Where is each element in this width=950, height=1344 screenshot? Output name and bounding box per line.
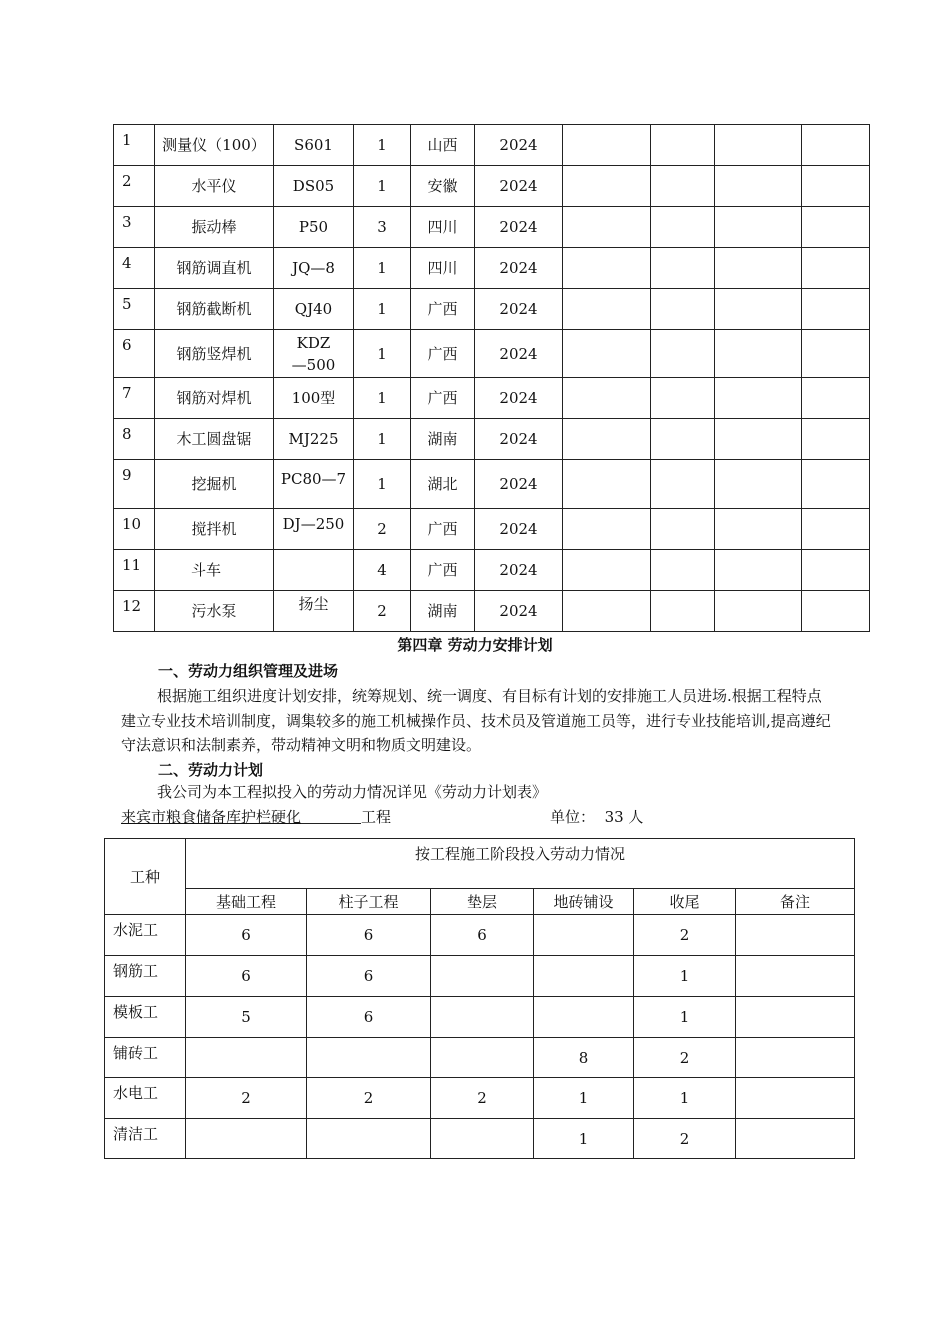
- empty-cell: [563, 460, 651, 509]
- empty-cell: [715, 591, 802, 632]
- project-suffix: 工程: [361, 808, 392, 826]
- empty-cell: [563, 550, 651, 591]
- stage-header: 基础工程: [186, 889, 307, 915]
- stage-group-header: 按工程施工阶段投入劳动力情况: [186, 839, 855, 889]
- labour-count: [534, 956, 634, 997]
- labour-count: [534, 997, 634, 1038]
- empty-cell: [802, 125, 870, 166]
- unit-line: [550, 806, 643, 827]
- labour-count: 1: [534, 1119, 634, 1159]
- underline-blank: [301, 808, 361, 824]
- empty-cell: [802, 591, 870, 632]
- labour-note: [736, 1119, 855, 1159]
- section-paragraph: 根据施工组织进度计划安排，统筹规划、统一调度、有目标有计划的安排施工人员进场.根据工程特点建立专业技术培训制度，调集较多的施工机械操作员、技术员及管道施工员等，进行专业技能培训,提高遵纪守法意识和法制素养，带动精神文明和物质文明建设。: [121, 687, 831, 754]
- equipment-year: 2024: [475, 419, 563, 460]
- equipment-model: 扬尘: [274, 591, 354, 632]
- empty-cell: [651, 248, 715, 289]
- equipment-name: 振动棒: [155, 207, 274, 248]
- labour-note: [736, 956, 855, 997]
- labour-note: [736, 997, 855, 1038]
- stage-header: 收尾: [634, 889, 736, 915]
- table-row: [114, 289, 870, 330]
- labour-count: 1: [534, 1078, 634, 1119]
- trade-name: 模板工: [105, 997, 186, 1038]
- labour-count: [307, 1038, 431, 1078]
- trade-name: 清洁工: [105, 1119, 186, 1159]
- empty-cell: [563, 166, 651, 207]
- equipment-model: [274, 550, 354, 591]
- labour-count: 2: [634, 1119, 736, 1159]
- table-row: [105, 1038, 855, 1078]
- table-row: [114, 460, 870, 509]
- empty-cell: [802, 166, 870, 207]
- labour-count: [186, 1119, 307, 1159]
- labour-count: 6: [431, 915, 534, 956]
- equipment-origin: 广西: [411, 330, 475, 378]
- row-number: 9: [114, 460, 155, 509]
- equipment-qty: 2: [354, 509, 411, 550]
- empty-cell: [651, 330, 715, 378]
- equipment-origin: 广西: [411, 550, 475, 591]
- equipment-model: 100型: [274, 378, 354, 419]
- equipment-name: 测量仪（100）: [155, 125, 274, 166]
- equipment-origin: 山西: [411, 125, 475, 166]
- table-row: [114, 207, 870, 248]
- empty-cell: [715, 207, 802, 248]
- table-row: [114, 125, 870, 166]
- equipment-year: 2024: [475, 248, 563, 289]
- empty-cell: [715, 378, 802, 419]
- table-row: [114, 248, 870, 289]
- empty-cell: [651, 289, 715, 330]
- empty-cell: [715, 289, 802, 330]
- empty-cell: [563, 419, 651, 460]
- project-name: 来宾市粮食储备库护栏硬化: [121, 808, 302, 826]
- row-number: 1: [114, 125, 155, 166]
- row-number: 8: [114, 419, 155, 460]
- equipment-model: P50: [274, 207, 354, 248]
- equipment-name: 木工圆盘锯: [155, 419, 274, 460]
- stage-header: 垫层: [431, 889, 534, 915]
- equipment-name: 斗车: [155, 550, 274, 591]
- table-row: [114, 166, 870, 207]
- empty-cell: [563, 330, 651, 378]
- row-number: 10: [114, 509, 155, 550]
- labour-count: [186, 1038, 307, 1078]
- equipment-qty: 1: [354, 378, 411, 419]
- stage-header: 备注: [736, 889, 855, 915]
- empty-cell: [651, 460, 715, 509]
- row-number: 4: [114, 248, 155, 289]
- labour-count: 2: [431, 1078, 534, 1119]
- equipment-year: 2024: [475, 289, 563, 330]
- empty-cell: [715, 248, 802, 289]
- empty-cell: [715, 166, 802, 207]
- labour-count: 1: [634, 956, 736, 997]
- table-row: [114, 591, 870, 632]
- empty-cell: [802, 419, 870, 460]
- equipment-model: DS05: [274, 166, 354, 207]
- equipment-name: 挖掘机: [155, 460, 274, 509]
- equipment-origin: 湖北: [411, 460, 475, 509]
- empty-cell: [715, 460, 802, 509]
- labour-note: [736, 915, 855, 956]
- labour-count: [431, 997, 534, 1038]
- row-number: 6: [114, 330, 155, 378]
- labour-note: [736, 1038, 855, 1078]
- equipment-table: [113, 124, 870, 632]
- equipment-qty: 1: [354, 125, 411, 166]
- equipment-model: JQ—8: [274, 248, 354, 289]
- plan-intro-text: 我公司为本工程拟投入的劳动力情况详见《劳动力计划表》: [157, 783, 548, 801]
- empty-cell: [802, 378, 870, 419]
- equipment-model: PC80—7: [274, 460, 354, 509]
- empty-cell: [715, 550, 802, 591]
- section-heading: 一、劳动力组织管理及进场: [158, 662, 339, 680]
- header-row: [105, 839, 855, 889]
- empty-cell: [715, 125, 802, 166]
- equipment-qty: 3: [354, 207, 411, 248]
- equipment-name: 钢筋对焊机: [155, 378, 274, 419]
- table-row: [105, 997, 855, 1038]
- stage-header: 柱子工程: [307, 889, 431, 915]
- empty-cell: [651, 207, 715, 248]
- equipment-qty: 1: [354, 330, 411, 378]
- table-row: [105, 1078, 855, 1119]
- equipment-model: MJ225: [274, 419, 354, 460]
- labour-count: 2: [186, 1078, 307, 1119]
- equipment-qty: 1: [354, 419, 411, 460]
- table-row: [105, 1119, 855, 1159]
- labour-count: 5: [186, 997, 307, 1038]
- empty-cell: [651, 419, 715, 460]
- empty-cell: [802, 509, 870, 550]
- equipment-year: 2024: [475, 509, 563, 550]
- stage-header-row: [105, 889, 855, 915]
- equipment-origin: 广西: [411, 289, 475, 330]
- labour-count: [431, 956, 534, 997]
- empty-cell: [563, 248, 651, 289]
- equipment-year: 2024: [475, 460, 563, 509]
- equipment-qty: 1: [354, 248, 411, 289]
- equipment-qty: 2: [354, 591, 411, 632]
- empty-cell: [802, 207, 870, 248]
- empty-cell: [715, 419, 802, 460]
- empty-cell: [651, 591, 715, 632]
- equipment-qty: 1: [354, 460, 411, 509]
- empty-cell: [563, 125, 651, 166]
- row-number: 7: [114, 378, 155, 419]
- table-row: [114, 509, 870, 550]
- equipment-year: 2024: [475, 207, 563, 248]
- row-number: 3: [114, 207, 155, 248]
- table-row: [105, 915, 855, 956]
- equipment-model: QJ40: [274, 289, 354, 330]
- labour-count: [534, 915, 634, 956]
- equipment-year: 2024: [475, 591, 563, 632]
- labour-count: 1: [634, 1078, 736, 1119]
- project-line: [121, 806, 391, 827]
- equipment-qty: 4: [354, 550, 411, 591]
- labour-plan-table: [104, 838, 855, 1159]
- equipment-qty: 1: [354, 166, 411, 207]
- equipment-origin: 广西: [411, 509, 475, 550]
- equipment-name: 钢筋调直机: [155, 248, 274, 289]
- empty-cell: [651, 550, 715, 591]
- trade-name: 水电工: [105, 1078, 186, 1119]
- row-number: 2: [114, 166, 155, 207]
- labour-count: 6: [307, 997, 431, 1038]
- empty-cell: [563, 207, 651, 248]
- table-row: [114, 378, 870, 419]
- labour-count: 6: [186, 915, 307, 956]
- empty-cell: [715, 330, 802, 378]
- equipment-name: 水平仪: [155, 166, 274, 207]
- stage-header: 地砖铺设: [534, 889, 634, 915]
- trade-name: 铺砖工: [105, 1038, 186, 1078]
- equipment-model: DJ—250: [274, 509, 354, 550]
- labour-count: 6: [307, 915, 431, 956]
- equipment-origin: 广西: [411, 378, 475, 419]
- empty-cell: [563, 289, 651, 330]
- equipment-origin: 四川: [411, 248, 475, 289]
- labour-count: 2: [634, 1038, 736, 1078]
- equipment-qty: 1: [354, 289, 411, 330]
- empty-cell: [651, 166, 715, 207]
- trade-header: 工种: [105, 839, 186, 915]
- labour-count: [431, 1038, 534, 1078]
- empty-cell: [802, 289, 870, 330]
- table-row: [114, 419, 870, 460]
- labour-count: 6: [307, 956, 431, 997]
- labour-count: [431, 1119, 534, 1159]
- labour-note: [736, 1078, 855, 1119]
- empty-cell: [563, 591, 651, 632]
- row-number: 12: [114, 591, 155, 632]
- equipment-model: S601: [274, 125, 354, 166]
- equipment-model: KDZ—500: [274, 330, 354, 378]
- labour-count: [307, 1119, 431, 1159]
- empty-cell: [563, 509, 651, 550]
- equipment-origin: 四川: [411, 207, 475, 248]
- empty-cell: [802, 460, 870, 509]
- row-number: 5: [114, 289, 155, 330]
- equipment-origin: 安徽: [411, 166, 475, 207]
- empty-cell: [802, 550, 870, 591]
- equipment-year: 2024: [475, 166, 563, 207]
- equipment-year: 2024: [475, 378, 563, 419]
- equipment-year: 2024: [475, 330, 563, 378]
- equipment-origin: 湖南: [411, 419, 475, 460]
- equipment-year: 2024: [475, 125, 563, 166]
- empty-cell: [802, 330, 870, 378]
- table-row: [114, 330, 870, 378]
- table-row: [105, 956, 855, 997]
- labour-count: 8: [534, 1038, 634, 1078]
- equipment-name: 搅拌机: [155, 509, 274, 550]
- labour-count: 2: [307, 1078, 431, 1119]
- trade-name: 钢筋工: [105, 956, 186, 997]
- unit-value: 33 人: [604, 808, 644, 826]
- equipment-name: 污水泵: [155, 591, 274, 632]
- section-heading: 二、劳动力计划: [158, 761, 264, 779]
- table-row: [114, 550, 870, 591]
- equipment-origin: 湖南: [411, 591, 475, 632]
- equipment-name: 钢筋竖焊机: [155, 330, 274, 378]
- empty-cell: [651, 378, 715, 419]
- chapter-title: 第四章 劳动力安排计划: [397, 636, 553, 654]
- labour-count: 6: [186, 956, 307, 997]
- empty-cell: [651, 509, 715, 550]
- trade-name: 水泥工: [105, 915, 186, 956]
- empty-cell: [715, 509, 802, 550]
- equipment-year: 2024: [475, 550, 563, 591]
- equipment-name: 钢筋截断机: [155, 289, 274, 330]
- empty-cell: [802, 248, 870, 289]
- empty-cell: [563, 378, 651, 419]
- unit-label: 单位：: [550, 808, 596, 826]
- labour-count: 2: [634, 915, 736, 956]
- empty-cell: [651, 125, 715, 166]
- row-number: 11: [114, 550, 155, 591]
- labour-count: 1: [634, 997, 736, 1038]
